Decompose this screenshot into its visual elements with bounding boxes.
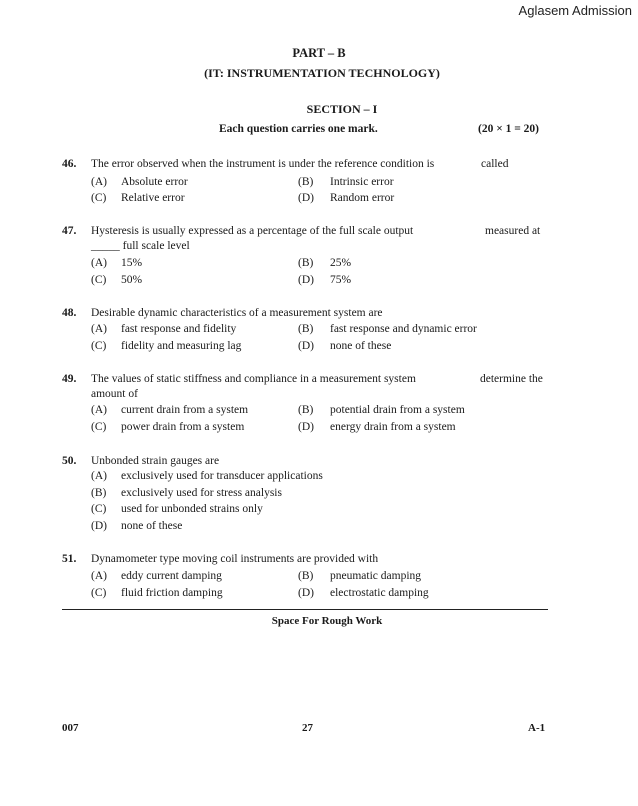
option-label: (B)	[298, 257, 314, 269]
option-text: none of these	[330, 340, 392, 352]
question-text-line2: amount of	[91, 388, 138, 400]
watermark-text: Aglasem Admission	[518, 3, 632, 18]
option-text: exclusively used for transducer applications	[121, 470, 323, 482]
option-text: fluid friction damping	[121, 587, 223, 599]
option-label: (B)	[298, 404, 314, 416]
option-label: (D)	[298, 274, 314, 286]
option-text: electrostatic damping	[330, 587, 429, 599]
part-heading: PART – B	[292, 46, 346, 60]
option-text: power drain from a system	[121, 421, 245, 433]
option-label: (A)	[91, 404, 107, 416]
instruction-text: Each question carries one mark.	[219, 123, 378, 135]
question-text: Dynamometer type moving coil instruments are provided with	[91, 553, 379, 565]
question-text: The error observed when the instrument is under the reference condition is	[91, 158, 435, 170]
option-label: (C)	[91, 503, 107, 515]
rough-work-divider	[62, 609, 548, 610]
option-label: (C)	[91, 421, 107, 433]
option-text: current drain from a system	[121, 404, 249, 416]
option-label: (D)	[298, 587, 314, 599]
option-text: 75%	[330, 274, 352, 286]
option-text: energy drain from a system	[330, 421, 456, 433]
question-text: Hysteresis is usually expressed as a percentage of the full scale output	[91, 225, 414, 237]
option-label: (C)	[91, 340, 107, 352]
option-text: Random error	[330, 192, 395, 204]
option-label: (B)	[298, 323, 314, 335]
series-code: A-1	[528, 722, 546, 734]
question-text: The values of static stiffness and compliance in a measurement system	[91, 373, 416, 385]
option-text: 15%	[121, 257, 143, 269]
subject-heading: (IT: INSTRUMENTATION TECHNOLOGY)	[204, 66, 440, 80]
option-label: (B)	[298, 570, 314, 582]
option-label: (D)	[298, 192, 314, 204]
option-label: (D)	[298, 340, 314, 352]
option-text: Relative error	[121, 192, 185, 204]
option-label: (B)	[91, 487, 107, 499]
question-text: Desirable dynamic characteristics of a measurement system are	[91, 307, 383, 319]
option-text: Absolute error	[121, 176, 188, 188]
option-label: (D)	[298, 421, 314, 433]
footer-code: 007	[62, 722, 79, 734]
question-number: 49.	[62, 373, 77, 385]
option-text: fidelity and measuring lag	[121, 340, 242, 352]
question-number: 48.	[62, 307, 77, 319]
question-text-tail: measured at	[485, 225, 541, 237]
page-number: 27	[302, 722, 313, 734]
option-text: fast response and dynamic error	[330, 323, 477, 335]
option-label: (B)	[298, 176, 314, 188]
option-label: (C)	[91, 192, 107, 204]
option-label: (D)	[91, 520, 107, 532]
question-text-tail: determine the	[480, 373, 543, 385]
option-label: (A)	[91, 257, 107, 269]
rough-work-label: Space For Rough Work	[271, 615, 383, 627]
option-text: 25%	[330, 257, 352, 269]
question-number: 47.	[62, 225, 77, 237]
question-text-tail: called	[481, 158, 509, 170]
option-label: (A)	[91, 570, 107, 582]
option-text: pneumatic damping	[330, 570, 422, 582]
section-heading: SECTION – I	[306, 102, 378, 116]
option-label: (A)	[91, 470, 107, 482]
option-text: used for unbonded strains only	[121, 503, 263, 515]
option-text: exclusively used for stress analysis	[121, 487, 282, 499]
option-text: Intrinsic error	[330, 176, 394, 188]
marks-text: (20 × 1 = 20)	[478, 123, 540, 135]
option-text: fast response and fidelity	[121, 323, 237, 335]
question-text: Unbonded strain gauges are	[91, 455, 220, 467]
question-number: 51.	[62, 553, 77, 565]
option-text: potential drain from a system	[330, 404, 465, 416]
option-text: none of these	[121, 520, 183, 532]
question-number: 46.	[62, 158, 77, 170]
question-number: 50.	[62, 455, 77, 467]
option-label: (C)	[91, 587, 107, 599]
option-text: 50%	[121, 274, 143, 286]
option-label: (C)	[91, 274, 107, 286]
option-label: (A)	[91, 323, 107, 335]
question-text-line2: _____ full scale level	[91, 240, 190, 252]
option-label: (A)	[91, 176, 107, 188]
option-text: eddy current damping	[121, 570, 222, 582]
